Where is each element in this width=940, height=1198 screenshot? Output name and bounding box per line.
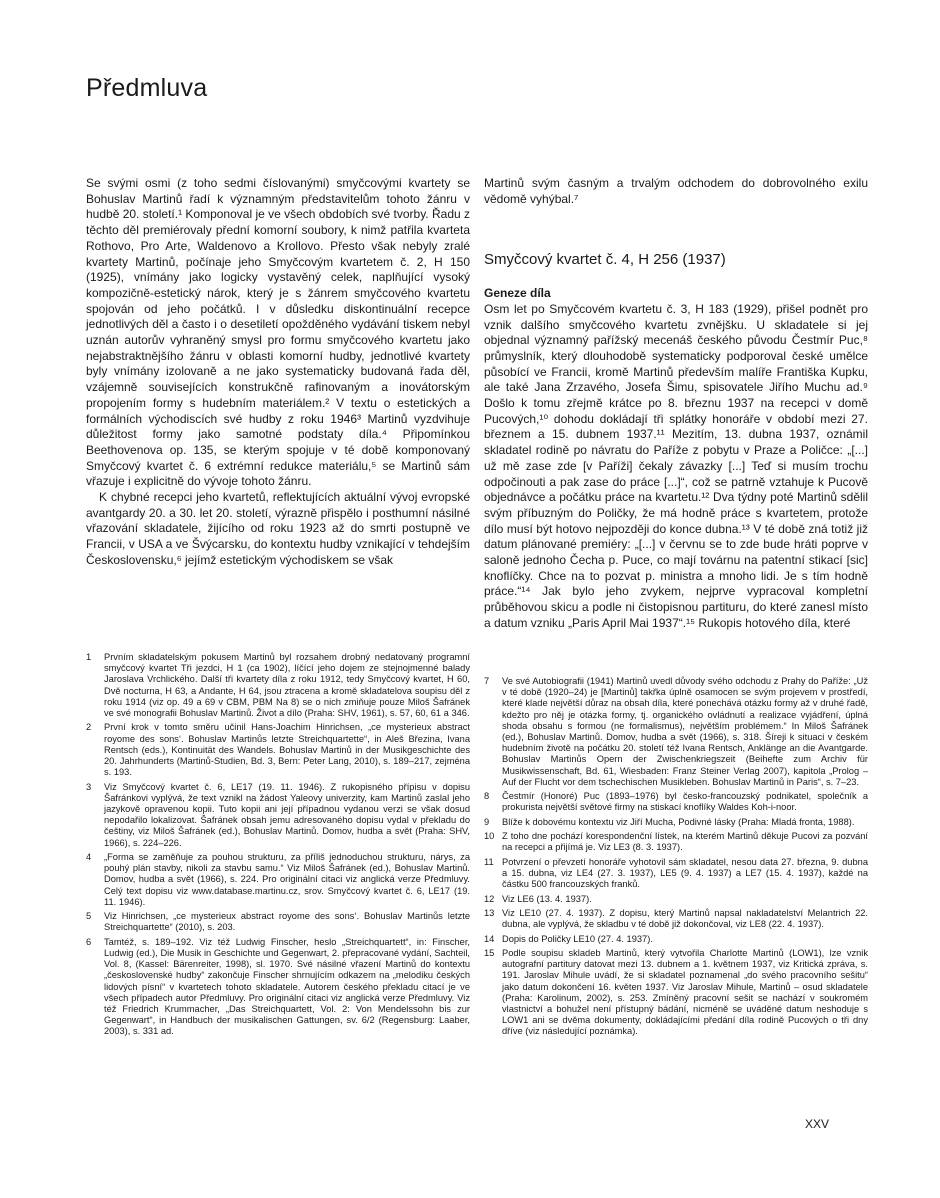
footnote-text: Podle soupisu skladeb Martinů, který vytvořila Charlotte Martinů (LOW1), lze vznik autografní partitury datovat mezi 13. dubnem a 1. květnem 1937, viz Kritická zpráva, s. 191. Jaroslav Mihule uvádí, že si skladatel poznamenal „do svého pracovního sešitu“ jako datum dokončení 16. květen 1937. Viz Jaroslav Mihule, Martinů – osud skladatele (Praha: Karolinum, 2002), s. 253. Zmíněný pracovní sešit se nachází v soukromém vlastnictví a bohužel není přístupný bádání, nicméně se uváděné datum neshoduje s LOW1 ani se dvěma dokumenty, dokládajícími předání díla rodině Pucových o tři dny dříve (viz následující poznámka). [502, 947, 868, 1037]
footnote-number: 10 [484, 831, 495, 842]
footnote-text: Z toho dne pochází korespondenční lístek, na kterém Martinů děkuje Pucovi za pozvání na recepci a přijímá je. Viz LE3 (8. 3. 1937). [502, 831, 868, 853]
footnote [484, 857, 868, 891]
body-paragraph: Se svými osmi (z toho sedmi číslovanými) smyčcovými kvartety se Bohuslav Martinů řadí k významným představitelům tohoto žánru v hudbě 20. století.¹ Komponoval je ve všech obdobích své tvorby. Řadu z těchto děl premiérovaly přední komorní soubory, k nimž patřila kvarteta Rothovo, Pro Arte, Waldenovo a Krollovo. Přesto však nebyly zralé kvartety Martinů, počínaje jeho Smyčcovým kvartetem č. 2, H 150 (1925), vnímány jako logicky vystavěný celek, naplňující vysoký kompozičně-estetický nárok, který je s žánrem smyčcového kvartetu spojován od jeho počátků. I v důsledku diskontinuální recepce jednotlivých děl a často i o desetiletí opožděného vydávání tiskem nebyl uznán autorův vyhraněný smysl pro formu smyčcového kvartetu jako nejabstraktnějšího žánru v oblasti komorní hudby, jednotlivé kvartety byly vnímány izolovaně a ne jako systematicky budovaná řada děl, vzájemně souvisejících konstrukčně rafinovaným a inovátorským propojením formy s hudebním materiálem.² V textu o estetických a formálních východiscích své hudby z roku 1946³ Martinů vyzdvihuje důležitost formy jako samotné podstaty díla.⁴ Připomínkou Beethovenova op. 135, se kterým spojuje v té době komponovaný Smyčcový kvartet č. 6 extrémní redukce materiálu,⁵ se Martinů sám vřazuje i explicitně do vývoje tohoto žánru. [86, 176, 470, 489]
footnote [484, 791, 868, 813]
footnote-number: 3 [86, 781, 92, 792]
footnote-number: 5 [86, 911, 92, 922]
footnote-text: Viz Smyčcový kvartet č. 6, LE17 (19. 11. 1946). Z rukopisného přípisu v dopisu Šafránkovi vyplývá, že text vznikl na žádost Yaleovy univerzity, kam Martinů zaslal jeho jazykově opravenou kopii. Tuto kopii ani její případnou vydanou verzi se však dosud nepodařilo lokalizovat. Šafránek obsah jemu adresovaného dopisu vydal v překladu do češtiny, viz Miloš Šafránek (ed.), Bohuslav Martinů. Domov, hudba a svět (Praha: SHV, 1966), s. 224–226. [104, 781, 470, 848]
footnote [86, 911, 470, 933]
footnote [484, 934, 868, 945]
body-paragraph: Osm let po Smyčcovém kvartetu č. 3, H 183 (1929), přišel podnět pro vznik dalšího smyčcového kvartetu zvnějšku. U skladatele si jej objednal významný pařížský mecenáš českého původu Čestmír Puc,⁸ průmyslník, který dlouhodobě systematicky podporoval české umělce působící ve Francii, kromě Martinů především malíře Františka Kupku, ale také Jana Zrzavého, Josefa Šimu, spisovatele Jiřího Muchu ad.⁹ Došlo k tomu zřejmě krátce po 8. březnu 1937 na recepci v domě Pucových,¹⁰ dohodu dokládají tři splátky honoráře v období mezi 27. březnem a 15. dubnem 1937.¹¹ Mezitím, 13. dubna 1937, oznámil skladatel rodině po návratu do Paříže z pobytu v Praze a Poličce: „[...] už mě zase zde [v Paříži] čekaly závazky [...] Teď si musím trochu odpočinouti a pak zase do práce [...]“, což se patrně vztahuje k Pucově objednávce a počátku práce na kvartetu.¹² Dva týdny poté Martinů sdělil svým příbuzným do Poličky, že má hodně práce s kvartetem, protože dílo musí být hotovo nejpozději do konce dubna.¹³ V té době zná totiž již datum plánované premiéry: „[...] v červnu se to zde bude hráti poprve v saloně jednoho Čecha p. Puce, co mají továrnu na patentní stikací [sic] knoflíčky. Chce na to pozvat p. ministra a mnoho lidi. Je s tím hodně práce.“¹⁴ Jak bylo jeho zvykem, nejprve vypracoval kompletní průběhovou skicu a podle ni čistopisnou partituru, do které zanesl místo a datum vzniku „Paris April Mai 1937“.¹⁵ Rukopis hotového díla, které [484, 301, 868, 630]
footnote [484, 676, 868, 788]
body-paragraph-continuation: Martinů svým časným a trvalým odchodem do dobrovolného exilu vědomě vyhýbal.⁷ [484, 176, 868, 206]
footnote-text: Dopis do Poličky LE10 (27. 4. 1937). [502, 933, 653, 944]
page-title: Předmluva [86, 74, 208, 102]
footnote [86, 652, 470, 719]
footnote-number: 7 [484, 676, 490, 686]
footnote-number: 14 [484, 933, 495, 944]
main-text-right-column [484, 176, 868, 632]
footnotes-right-column [484, 676, 868, 1041]
footnote-number: 8 [484, 791, 490, 802]
footnote [86, 852, 470, 908]
footnote [484, 894, 868, 905]
footnote [86, 782, 470, 849]
footnote-text: „Forma se zaměňuje za pouhou strukturu, za příliš jednoduchou strukturu, nárys, za pouhý plán stavby, nikoli za stavbu samu.“ Viz Miloš Šafránek (ed.), Bohuslav Martinů. Domov, hudba a svět (1966), s. 224. Pro originální citaci viz anglická verze Předmluvy. Celý text dopisu viz www.database.martinu.cz, srov. Smyčcový kvartet č. 6, LE17 (19. 11. 1946). [104, 852, 470, 907]
footnote [86, 722, 470, 778]
footnote-number: 9 [484, 816, 490, 827]
body-paragraph: K chybné recepci jeho kvartetů, reflektujících aktuální vývoj evropské avantgardy 20. a 30. let 20. století, výrazně přispělo i posthumní násilné vřazování skladatele, žijícího od roku 1923 až do smrti postupně ve Francii, v USA a ve Švýcarsku, do kontextu hudby vznikající v tehdejším Československu,⁶ jejímž estetickým východiskem se však [86, 490, 470, 567]
footnote-text: Potvrzení o převzetí honoráře vyhotovil sám skladatel, nesou data 27. března, 9. dubna a 15. dubna, viz LE4 (27. 3. 1937), LE5 (9. 4. 1937) a LE7 (15. 4. 1937), každé na částku 500 francouzských franků. [502, 856, 868, 890]
footnote-number: 2 [86, 722, 92, 733]
footnote-number: 13 [484, 907, 495, 918]
footnote-number: 1 [86, 652, 92, 662]
footnote [484, 948, 868, 1038]
footnote-text: Viz LE6 (13. 4. 1937). [502, 893, 592, 904]
footnotes-left-column [86, 652, 470, 1041]
footnote-text: Viz Hinrichsen, „ce mysterieux abstract royome des sons‘. Bohuslav Martinůs letzte Streichquartette“ (2010), s. 203. [104, 911, 470, 933]
footnote-text: Prvním skladatelským pokusem Martinů byl rozsahem drobný nedatovaný programní smyčcový kvartet Tři jezdci, H 1 (ca 1902), líčící jeho dojem ze stejnojmenné balady Jaroslava Vrchlického. Další tři kvartety díla z roku 1912, tedy Smyčcový kvartet, H 60, Dvě nocturna, H 63, a Andante, H 64, jsou ztracena a kromě skladatelova soupisu děl z roku 1914 (viz op. 49 a 69 v CBM, PBM Na 8) se o nich zmiňuje pouze Miloš Šafránek ve své monografii Bohuslav Martinů. Život a dílo (Praha: SHV, 1961), s. 57, 60, 61 a 346. [104, 652, 470, 719]
page-number: XXV [804, 1117, 829, 1131]
footnote-text: První krok v tomto směru učinil Hans-Joachim Hinrichsen, „ce mysterieux abstract royome des sons‘. Bohuslav Martinůs letzte Streichquartette“, in Aleš Březina, Ivana Rentsch (eds.), Kontinuität des Wandels. Bohuslav Martinů in der Musikgeschichte des 20. Jahrhunderts (Martinů-Studien, Bd. 3, Bern: Peter Lang, 2010), s. 189–217, zejména s. 193. [104, 722, 470, 778]
footnote [484, 831, 868, 853]
footnote [484, 817, 868, 828]
footnote-number: 12 [484, 893, 495, 904]
footnote-number: 15 [484, 947, 495, 958]
footnote-text: Ve své Autobiografii (1941) Martinů uvedl důvody svého odchodu z Prahy do Paříže: „Už v té době (1920–24) je [Martinů] takřka úplně osamocen se svým projevem v prostředí, které klade největší důraz na obsah díla, které ponechává otázku formy až v druhé řadě, kdežto pro něj je otázka formy, tj. organického ovládnutí a realizace vyjádření, úplná shoda obsahu s formou (ne formalismus), největším problémem.“ In Miloš Šafránek (ed.), Bohuslav Martinů. Domov, hudba a svět (1966), s. 318. Šíreji k situaci v českém hudebním životě na počátku 20. století též Ivana Rentsch, Anklänge an die Avantgarde. Bohuslav Martinůs Opern der Zwischenkriegszeit (Beihefte zum Archiv für Musikwissenschaft, Bd. 61, Wiesbaden: Franz Steiner Verlag 2007), kapitola „Prolog – Auf der Flucht vor dem tschechischen Musikleben. Bohuslav Martinů in Paris“, s. 7–23. [502, 676, 868, 787]
footnote-number: 6 [86, 936, 92, 947]
footnote-number: 4 [86, 852, 92, 863]
main-text-left-column [86, 176, 470, 569]
section-title: Smyčcový kvartet č. 4, H 256 (1937) [484, 251, 726, 269]
footnote-text: Tamtéž, s. 189–192. Viz též Ludwig Finscher, heslo „Streichquartett“, in: Finscher, Ludwig (ed.), Die Musik in Geschichte und Gegenwart, 2. přepracované vydání, Sachteil, Vol. 8, (Kassel: Bärenreiter, 1998), sl. 1970. Své násilné vřazení Martinů do kontextu „československé hudby“ zakončuje Finscher shrnujícím odkazem na „melodiku českých lidových písní“ v kvartetech tohoto skladatele. Autorem českého překladu citací je ve všech případech autor Předmluvy. Pro originální citaci viz anglická verze Předmluvy. Viz též Friedrich Krummacher, „Das Streichquartett, Vol. 2: Von Mendelssohn bis zur Gegenwart“, in Handbuch der musikalischen Gattungen, sv. 6/2 (Regensburg: Laaber, 2003), s. 331 ad. [104, 936, 470, 1037]
subsection-title: Geneze díla [484, 286, 551, 301]
footnote-number: 11 [484, 856, 494, 867]
footnote-text: Viz LE10 (27. 4. 1937). Z dopisu, který Martinů napsal nakladatelství Melantrich 22. dubna, ale vyplývá, že skladbu v té době již dokončoval, viz LE8 (22. 4. 1937). [502, 907, 868, 930]
footnote-text: Blíže k dobovému kontextu viz Jiří Mucha, Podivné lásky (Praha: Mladá fronta, 1988). [502, 816, 855, 827]
footnote-text: Čestmír (Honoré) Puc (1893–1976) byl česko-francouzský podnikatel, společník a prokurista největší světové firmy na stiskací knoflíky Waldes Koh-i-noor. [502, 791, 868, 813]
footnote [86, 937, 470, 1038]
footnote [484, 908, 868, 930]
